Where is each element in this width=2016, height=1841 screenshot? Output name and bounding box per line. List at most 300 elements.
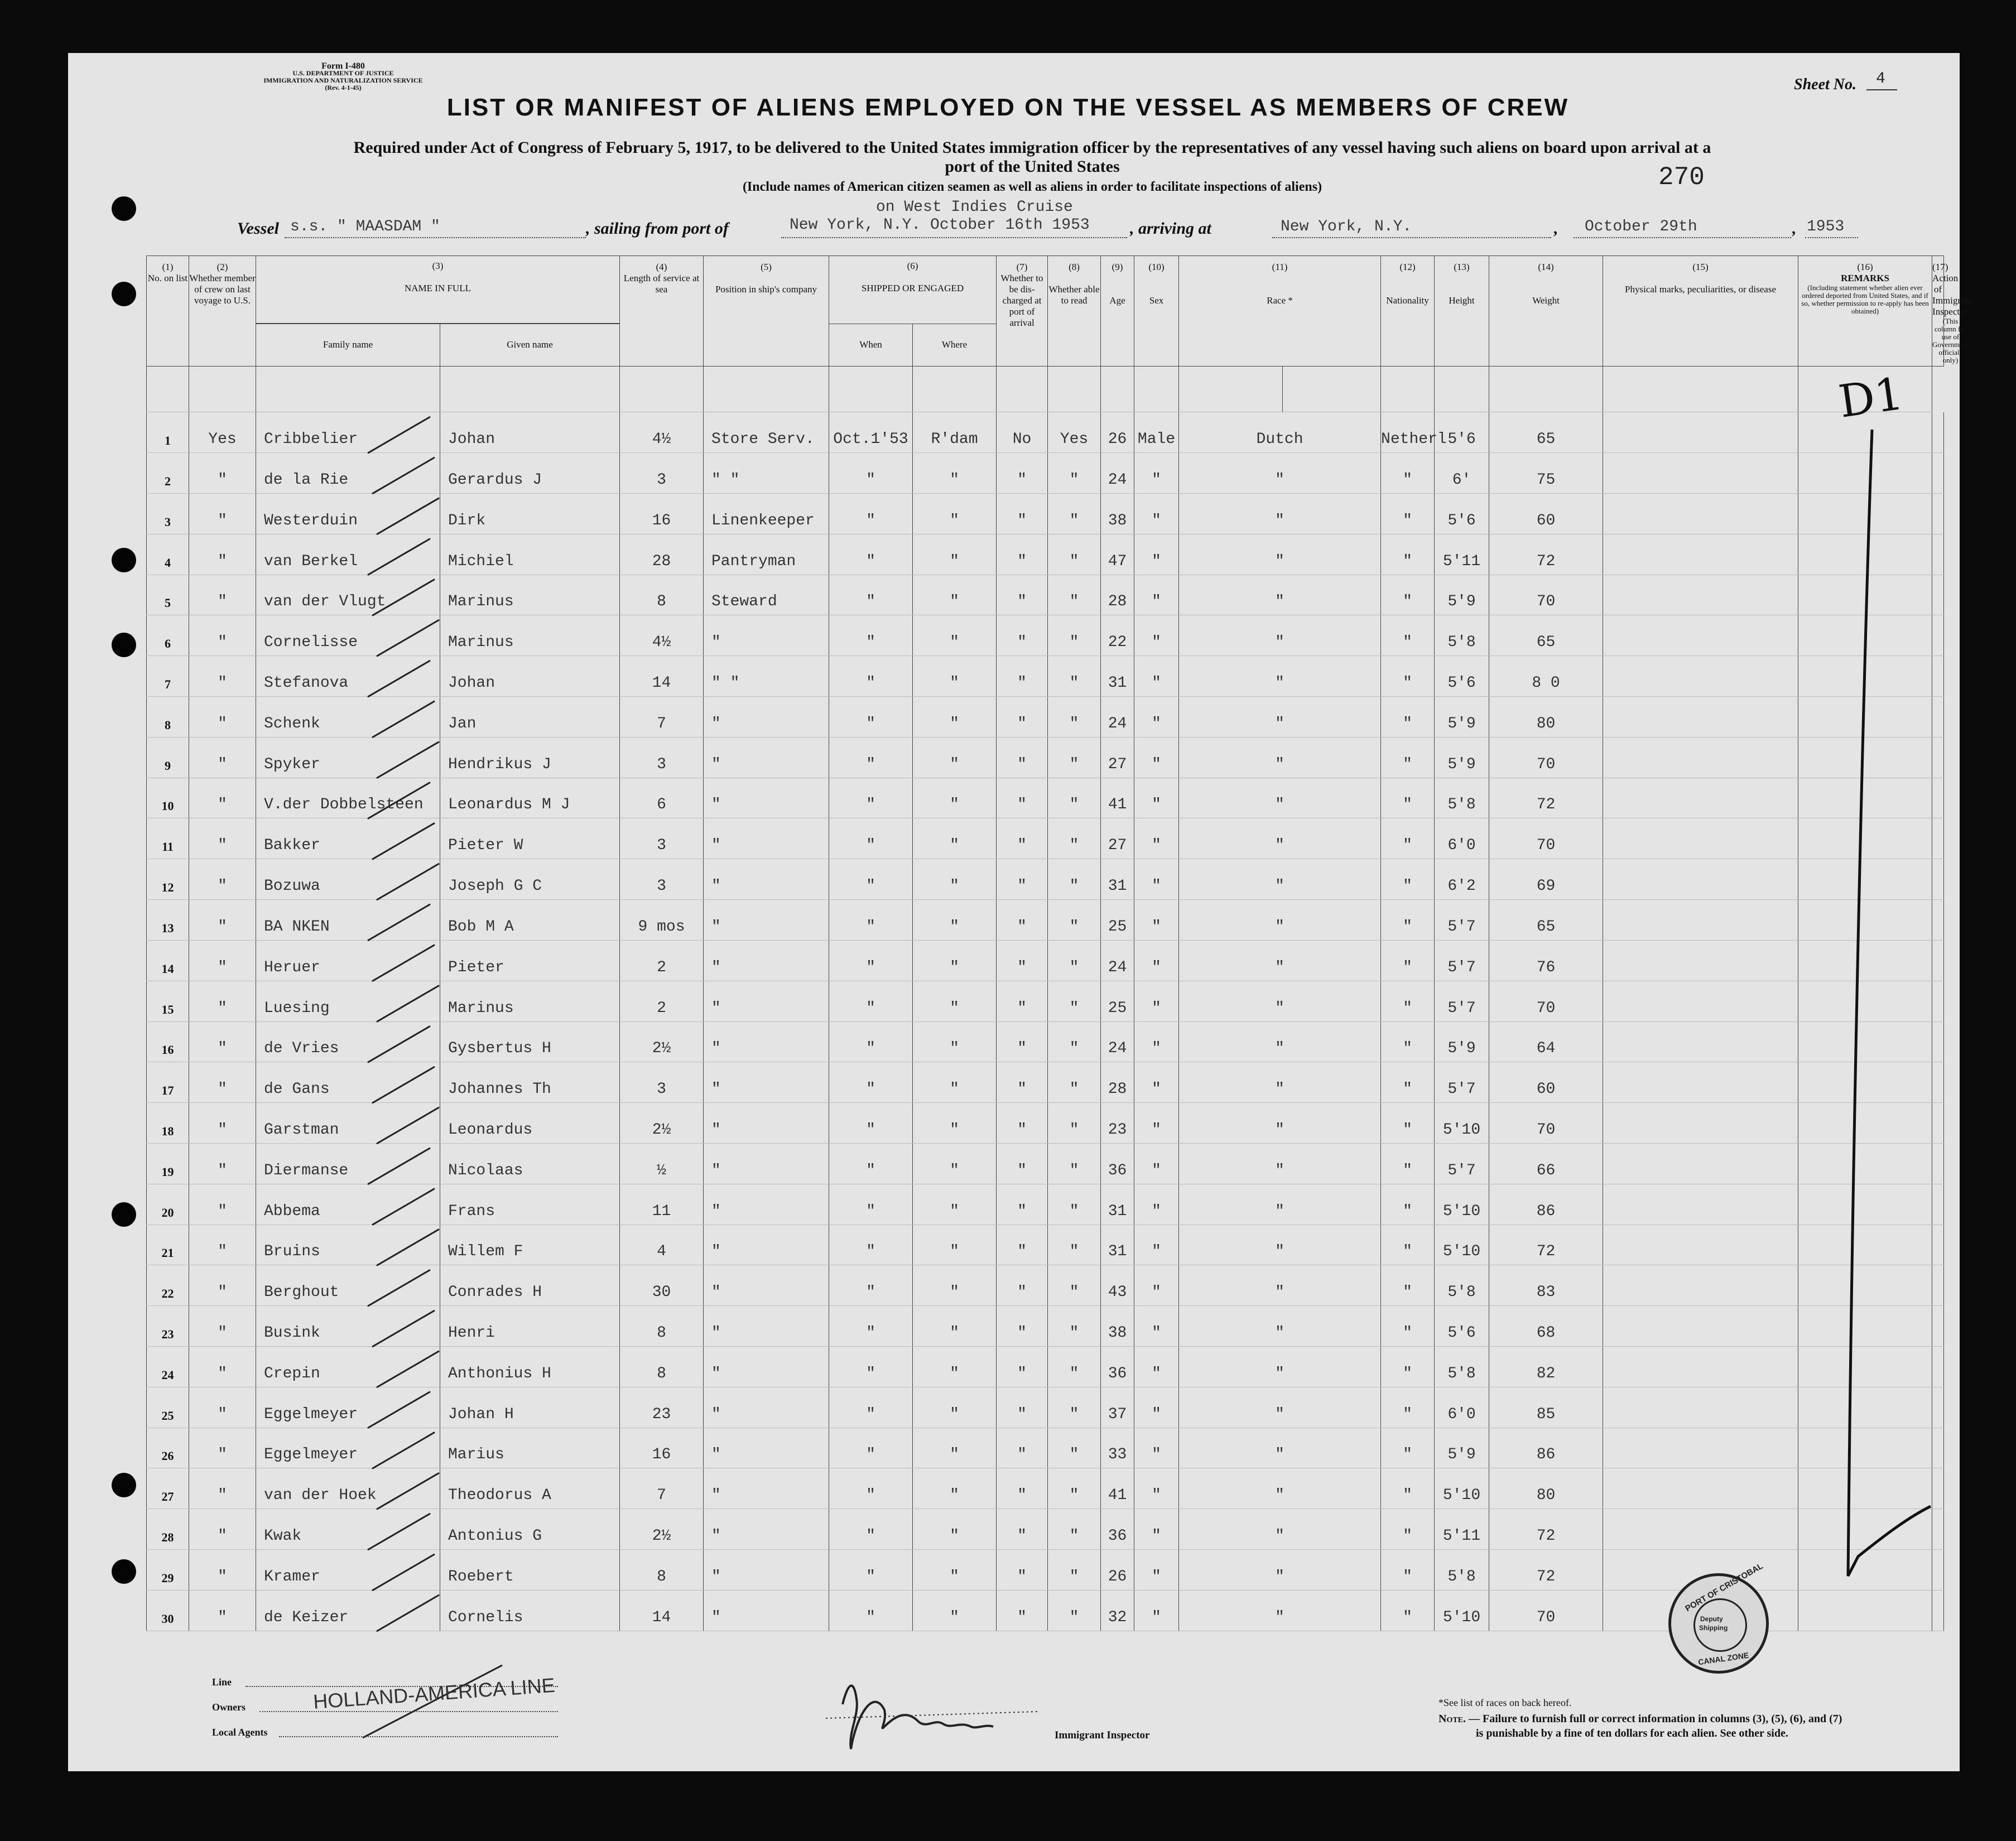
cell-row-number: 27 (147, 1468, 189, 1509)
vessel-label: Vessel (237, 219, 279, 238)
cell-given-name: Anthonius H (440, 1347, 620, 1387)
cell-height: 5'10 (1435, 1468, 1489, 1509)
cell-length-of-service: ½ (620, 1143, 704, 1184)
cell-length-of-service: 7 (620, 1468, 704, 1509)
cell-position: " (704, 818, 829, 859)
cell-length-of-service: 8 (620, 1550, 704, 1591)
cell-row-number: 12 (147, 859, 189, 900)
name-check-mark (373, 1433, 434, 1468)
cell-height: 5'8 (1435, 1550, 1489, 1591)
header-label: Race * (1267, 295, 1293, 306)
cell-weight: 82 (1489, 1347, 1603, 1387)
cell-row-number: 20 (147, 1184, 189, 1225)
cell-weight: 70 (1489, 1590, 1603, 1631)
cell-row-number: 25 (147, 1387, 189, 1428)
owners-label: Owners (212, 1702, 246, 1713)
cell-length-of-service: 9 mos (620, 900, 704, 941)
cell-sex: " (1134, 1347, 1179, 1387)
cell-able-to-read: " (1048, 859, 1101, 900)
header-label: Age (1109, 295, 1125, 306)
cell-shipped-where: R'dam (913, 412, 997, 453)
cell-discharged: " (997, 1062, 1048, 1103)
cell-previous-voyage: " (189, 1021, 256, 1062)
cell-discharged: " (997, 900, 1048, 941)
cell-able-to-read: " (1048, 1590, 1101, 1631)
cell-sex: " (1134, 1550, 1179, 1591)
cell-length-of-service: 14 (620, 656, 704, 697)
cell-nationality: " (1381, 1021, 1435, 1062)
cell-row-number: 22 (147, 1265, 189, 1306)
cell-discharged: " (997, 453, 1048, 494)
cell-able-to-read: " (1048, 1509, 1101, 1550)
col-number: (17) (1932, 262, 1948, 272)
cell-discharged: " (997, 1306, 1048, 1347)
name-check-mark (377, 1351, 439, 1387)
header-label: Action of Immigrant Inspector (1932, 273, 1972, 317)
cell-shipped-where: " (913, 900, 997, 941)
cell-sex: " (1134, 1468, 1179, 1509)
cell-weight: 80 (1489, 1468, 1603, 1509)
cell-race: " (1179, 778, 1381, 818)
cell-previous-voyage: " (189, 981, 256, 1021)
cell-sex: " (1134, 697, 1179, 738)
cell-shipped-when: " (829, 778, 913, 818)
header-label: Sex (1149, 295, 1164, 306)
cell-length-of-service: 8 (620, 1306, 704, 1347)
cell-age: 31 (1101, 656, 1134, 697)
col-number: (4) (656, 262, 667, 272)
cell-given-name: Bob M A (440, 900, 620, 941)
name-check-mark (373, 1189, 434, 1225)
cell-able-to-read: " (1048, 453, 1101, 494)
cell-given-name: Joseph G C (440, 859, 620, 900)
cell-nationality: " (1381, 737, 1435, 778)
cell-age: 36 (1101, 1509, 1134, 1550)
col-number: (12) (1399, 262, 1416, 272)
cell-position: " (704, 900, 829, 941)
cell-shipped-where: " (913, 1509, 997, 1550)
header-note: (This column for use of Government officials only) (1932, 317, 1969, 364)
cell-previous-voyage: " (189, 1590, 256, 1631)
cell-length-of-service: 8 (620, 1347, 704, 1387)
cell-able-to-read: " (1048, 1468, 1101, 1509)
cell-able-to-read: " (1048, 1306, 1101, 1347)
cell-family-name: Bozuwa (256, 859, 440, 900)
cell-shipped-when: " (829, 1103, 913, 1144)
cell-sex: " (1134, 940, 1179, 981)
cell-nationality: " (1381, 1590, 1435, 1631)
cell-given-name: Marinus (440, 981, 620, 1021)
sheet-label: Sheet No. (1794, 76, 1856, 93)
cell-height: 5'10 (1435, 1225, 1489, 1265)
cell-shipped-when: " (829, 1225, 913, 1265)
cell-able-to-read: " (1048, 1184, 1101, 1225)
cell-length-of-service: 2½ (620, 1103, 704, 1144)
name-check-mark (368, 783, 430, 818)
cell-shipped-when: " (829, 615, 913, 656)
cell-shipped-where: " (913, 575, 997, 615)
cell-race: " (1179, 1103, 1381, 1144)
cell-given-name: Johannes Th (440, 1062, 620, 1103)
name-check-mark (377, 1107, 439, 1143)
cell-family-name: Diermanse (256, 1143, 440, 1184)
cell-given-name: Johan (440, 412, 620, 453)
cell-race: " (1179, 493, 1381, 534)
cell-height: 5'10 (1435, 1103, 1489, 1144)
cell-given-name: Theodorus A (440, 1468, 620, 1509)
name-check-mark (377, 1596, 439, 1631)
cell-shipped-where: " (913, 1143, 997, 1184)
stamp-bottom-text: CANAL ZONE (1697, 1650, 1750, 1667)
stamp-center-line1: Deputy (1700, 1615, 1723, 1623)
cell-row-number: 18 (147, 1103, 189, 1144)
cell-shipped-when: " (829, 1347, 913, 1387)
cell-sex: " (1134, 1509, 1179, 1550)
cell-position: " " (704, 453, 829, 494)
cell-length-of-service: 4 (620, 1225, 704, 1265)
cell-position: " (704, 1021, 829, 1062)
cell-shipped-when: " (829, 1509, 913, 1550)
cell-row-number: 21 (147, 1225, 189, 1265)
cell-race: " (1179, 1509, 1381, 1550)
form-revision: (Rev. 4-1-45) (325, 84, 362, 91)
header-label: Weight (1532, 295, 1560, 306)
cell-age: 24 (1101, 697, 1134, 738)
cell-row-number: 2 (147, 453, 189, 494)
cell-discharged: " (997, 1184, 1048, 1225)
name-check-mark (377, 742, 439, 778)
cell-discharged: " (997, 1265, 1048, 1306)
cell-nationality: " (1381, 1347, 1435, 1387)
cell-sex: " (1134, 493, 1179, 534)
cell-able-to-read: " (1048, 1143, 1101, 1184)
cell-shipped-when: " (829, 1021, 913, 1062)
cell-weight: 60 (1489, 493, 1603, 534)
cell-weight: 76 (1489, 940, 1603, 981)
cell-position: " (704, 940, 829, 981)
cell-family-name: Bakker (256, 818, 440, 859)
cell-sex: " (1134, 1387, 1179, 1428)
cell-race: " (1179, 1347, 1381, 1387)
local-agents-stamp: HOLLAND-AMERICA LINE (312, 1673, 556, 1713)
cell-position: " (704, 737, 829, 778)
cell-nationality: " (1381, 1265, 1435, 1306)
cell-height: 6'2 (1435, 859, 1489, 900)
cell-length-of-service: 28 (620, 534, 704, 575)
cell-discharged: " (997, 1468, 1048, 1509)
note-text-line2: is punishable by a fine of ten dollars for each alien. See other side. (1476, 1727, 1788, 1739)
cell-height: 6' (1435, 453, 1489, 494)
cell-previous-voyage: " (189, 940, 256, 981)
cell-position: Pantryman (704, 534, 829, 575)
cell-shipped-when: " (829, 453, 913, 494)
cell-previous-voyage: " (189, 1468, 256, 1509)
cell-previous-voyage: " (189, 778, 256, 818)
cell-previous-voyage: " (189, 656, 256, 697)
cell-previous-voyage: " (189, 1550, 256, 1591)
cell-length-of-service: 16 (620, 493, 704, 534)
cell-discharged: " (997, 534, 1048, 575)
cell-race: " (1179, 981, 1381, 1021)
year-comma: , (1792, 219, 1797, 238)
arrival-year: 1953 (1807, 218, 1845, 235)
cell-family-name: Abbema (256, 1184, 440, 1225)
cell-race: " (1179, 1590, 1381, 1631)
cell-able-to-read: " (1048, 493, 1101, 534)
cell-position: " (704, 1428, 829, 1468)
cell-shipped-where: " (913, 1468, 997, 1509)
stamped-number: 270 (1658, 163, 1705, 192)
cell-discharged: " (997, 1347, 1048, 1387)
cell-nationality: Netherl (1381, 412, 1435, 453)
cell-shipped-where: " (913, 818, 997, 859)
cell-previous-voyage: " (189, 453, 256, 494)
cell-height: 5'11 (1435, 1509, 1489, 1550)
col-number: (6) (907, 261, 918, 271)
cell-family-name: Eggelmeyer (256, 1428, 440, 1468)
cell-discharged: " (997, 1225, 1048, 1265)
name-check-mark (368, 1148, 430, 1184)
cell-height: 6'0 (1435, 818, 1489, 859)
cell-height: 5'6 (1435, 656, 1489, 697)
cell-shipped-when: " (829, 1265, 913, 1306)
cell-shipped-where: " (913, 1347, 997, 1387)
cell-shipped-where: " (913, 940, 997, 981)
stamp-center-line2: Shipping (1699, 1624, 1728, 1632)
cell-position: " (704, 1306, 829, 1347)
races-note: *See list of races on back hereof. (1438, 1697, 1572, 1708)
cell-sex: " (1134, 1265, 1179, 1306)
cell-sex: " (1134, 575, 1179, 615)
cell-given-name: Leonardus M J (440, 778, 620, 818)
cell-race: " (1179, 1306, 1381, 1347)
cell-family-name: V.der Dobbelsteen (256, 778, 440, 818)
cell-height: 5'10 (1435, 1184, 1489, 1225)
cell-discharged: " (997, 1590, 1048, 1631)
cell-height: 5'8 (1435, 1265, 1489, 1306)
cell-able-to-read: " (1048, 1103, 1101, 1144)
cell-family-name: de Keizer (256, 1590, 440, 1631)
sheet-number: 4 (1876, 70, 1885, 88)
cell-sex: " (1134, 1062, 1179, 1103)
cell-shipped-when: " (829, 1428, 913, 1468)
cell-shipped-when: " (829, 1062, 913, 1103)
cell-nationality: " (1381, 900, 1435, 941)
name-check-mark (373, 580, 434, 615)
document-instructions: (Include names of American citizen seamen as well as aliens in order to facilitate inspections of aliens) (742, 180, 1322, 194)
cell-race: Dutch (1179, 412, 1381, 453)
header-label: NAME IN FULL (405, 283, 471, 293)
cell-weight: 69 (1489, 859, 1603, 900)
cell-age: 43 (1101, 1265, 1134, 1306)
cell-given-name: Pieter W (440, 818, 620, 859)
cell-weight: 72 (1489, 1225, 1603, 1265)
cell-row-number: 23 (147, 1306, 189, 1347)
cell-row-number: 17 (147, 1062, 189, 1103)
header-label: No. on list (147, 273, 188, 283)
cell-race: " (1179, 1021, 1381, 1062)
cell-age: 37 (1101, 1387, 1134, 1428)
cell-discharged: " (997, 697, 1048, 738)
cell-row-number: 7 (147, 656, 189, 697)
header-note: (Including statement whether alien ever ordered deported from United States, and if so, whether permission to re-apply has been obtained) (1801, 283, 1929, 315)
cell-family-name: Schenk (256, 697, 440, 738)
cell-weight: 60 (1489, 1062, 1603, 1103)
cell-discharged: " (997, 615, 1048, 656)
arriving-at: New York, N.Y. (1281, 218, 1412, 235)
cell-discharged: " (997, 1550, 1048, 1591)
cell-shipped-when: " (829, 1550, 913, 1591)
cell-race: " (1179, 900, 1381, 941)
stamp-top-text: PORT OF CRISTOBAL (1683, 1561, 1765, 1614)
cell-shipped-where: " (913, 697, 997, 738)
cell-age: 26 (1101, 412, 1134, 453)
cell-previous-voyage: " (189, 1103, 256, 1144)
cell-nationality: " (1381, 1550, 1435, 1591)
col-header-when: When (829, 324, 913, 366)
cell-sex: " (1134, 453, 1179, 494)
cell-weight: 86 (1489, 1184, 1603, 1225)
header-label: Whether member of crew on last voyage to U.S. (189, 273, 256, 306)
cell-discharged: " (997, 981, 1048, 1021)
cell-nationality: " (1381, 1306, 1435, 1347)
cell-given-name: Dirk (440, 493, 620, 534)
cell-row-number: 29 (147, 1550, 189, 1591)
cell-height: 5'7 (1435, 940, 1489, 981)
cell-position: " (704, 1062, 829, 1103)
cell-position: Steward (704, 575, 829, 615)
cell-previous-voyage: " (189, 737, 256, 778)
col-number: (9) (1112, 262, 1123, 272)
cell-given-name: Jan (440, 697, 620, 738)
cell-race: " (1179, 615, 1381, 656)
cell-weight: 66 (1489, 1143, 1603, 1184)
cell-sex: " (1134, 615, 1179, 656)
cell-previous-voyage: " (189, 575, 256, 615)
name-check-mark (373, 1554, 434, 1590)
cell-age: 47 (1101, 534, 1134, 575)
cell-age: 36 (1101, 1143, 1134, 1184)
header-label: REMARKS (1841, 273, 1889, 283)
cell-sex: " (1134, 1428, 1179, 1468)
cell-position: " (704, 1509, 829, 1550)
cell-row-number: 8 (147, 697, 189, 738)
cell-row-number: 14 (147, 940, 189, 981)
cell-given-name: Leonardus (440, 1103, 620, 1144)
cell-shipped-where: " (913, 1062, 997, 1103)
cell-length-of-service: 14 (620, 1590, 704, 1631)
cell-weight: 80 (1489, 697, 1603, 738)
cell-shipped-where: " (913, 1387, 997, 1428)
cell-family-name: Bruins (256, 1225, 440, 1265)
cell-able-to-read: " (1048, 818, 1101, 859)
cell-able-to-read: " (1048, 1387, 1101, 1428)
document-subtitle: Required under Act of Congress of February 5, 1917, to be delivered to the United States immigration officer by the representatives of any vessel having such aliens on board upon arrival at a (353, 138, 1711, 157)
note-text: — Failure to furnish full or correct information in columns (3), (5), (6), and (7) (1469, 1713, 1842, 1725)
cell-able-to-read: " (1048, 900, 1101, 941)
cell-row-number: 19 (147, 1143, 189, 1184)
sailing-from: New York, N.Y. October 16th 1953 (790, 216, 1090, 234)
cell-position: " (704, 1347, 829, 1387)
cell-given-name: Pieter (440, 940, 620, 981)
cell-weight: 70 (1489, 1103, 1603, 1144)
cell-weight: 86 (1489, 1428, 1603, 1468)
cell-position: " (704, 778, 829, 818)
cell-family-name: Kwak (256, 1509, 440, 1550)
cell-height: 5'6 (1435, 1306, 1489, 1347)
cell-row-number: 6 (147, 615, 189, 656)
cell-discharged: " (997, 656, 1048, 697)
cell-given-name: Hendrikus J (440, 737, 620, 778)
cell-able-to-read: " (1048, 737, 1101, 778)
cell-previous-voyage: " (189, 900, 256, 941)
cell-weight: 65 (1489, 900, 1603, 941)
cell-sex: " (1134, 1306, 1179, 1347)
name-check-mark (377, 986, 439, 1021)
cell-able-to-read: " (1048, 981, 1101, 1021)
cell-nationality: " (1381, 1062, 1435, 1103)
header-label: Physical marks, peculiarities, or disease (1625, 284, 1777, 295)
cell-given-name: Gysbertus H (440, 1021, 620, 1062)
cell-weight: 8 0 (1489, 656, 1603, 697)
cell-able-to-read: " (1048, 575, 1101, 615)
cell-shipped-when: " (829, 575, 913, 615)
cell-age: 41 (1101, 778, 1134, 818)
cell-nationality: " (1381, 818, 1435, 859)
arriving-label: , arriving at (1130, 219, 1211, 238)
name-check-mark (373, 945, 434, 981)
cell-shipped-where: " (913, 1428, 997, 1468)
cell-nationality: " (1381, 493, 1435, 534)
cell-family-name: BA NKEN (256, 900, 440, 941)
cell-shipped-where: " (913, 1265, 997, 1306)
cell-age: 36 (1101, 1347, 1134, 1387)
cell-shipped-where: " (913, 1103, 997, 1144)
note-label-line (1438, 1713, 1842, 1726)
cell-nationality: " (1381, 1184, 1435, 1225)
cell-family-name: van Berkel (256, 534, 440, 575)
cell-family-name: Crepin (256, 1347, 440, 1387)
col-number: (15) (1692, 262, 1709, 272)
cell-given-name: Marius (440, 1428, 620, 1468)
cell-family-name: Busink (256, 1306, 440, 1347)
name-check-mark (377, 1473, 439, 1509)
cell-family-name: Cribbelier (256, 412, 440, 453)
cell-race: " (1179, 1184, 1381, 1225)
cell-length-of-service: 4½ (620, 412, 704, 453)
cell-shipped-when: " (829, 981, 913, 1021)
header-label: Nationality (1386, 295, 1429, 306)
col-header-where: Where (913, 324, 997, 366)
col-number: (2) (216, 262, 228, 272)
cell-length-of-service: 23 (620, 1387, 704, 1428)
cell-nationality: " (1381, 575, 1435, 615)
arrival-date: October 29th (1585, 218, 1697, 235)
cell-age: 24 (1101, 453, 1134, 494)
cell-position: Linenkeeper (704, 493, 829, 534)
cell-sex: " (1134, 737, 1179, 778)
cell-given-name: Antonius G (440, 1509, 620, 1550)
cell-race: " (1179, 534, 1381, 575)
header-label: Height (1449, 295, 1475, 306)
cell-given-name: Cornelis (440, 1590, 620, 1631)
cell-shipped-where: " (913, 453, 997, 494)
cell-length-of-service: 6 (620, 778, 704, 818)
cell-row-number: 30 (147, 1590, 189, 1631)
cell-discharged: " (997, 778, 1048, 818)
cell-height: 5'8 (1435, 615, 1489, 656)
cell-nationality: " (1381, 656, 1435, 697)
